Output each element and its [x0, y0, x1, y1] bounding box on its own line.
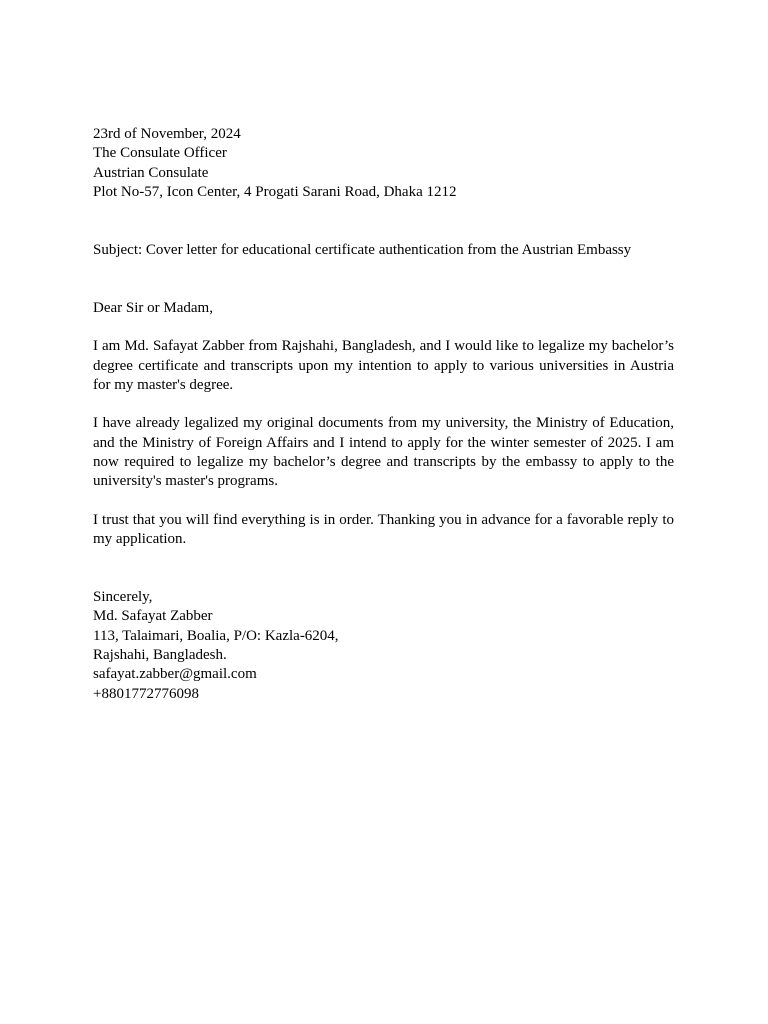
body-paragraph-3: I trust that you will find everything is in order. Thanking you in advance for a favorable reply to my application. [93, 511, 674, 548]
sender-address-line-2: Rajshahi, Bangladesh. [93, 647, 227, 664]
recipient-address: Plot No-57, Icon Center, 4 Progati Sarani Road, Dhaka 1212 [93, 183, 457, 200]
recipient-organization: Austrian Consulate [93, 164, 209, 181]
body-paragraph-2: I have already legalized my original documents from my university, the Ministry of Education, and the Ministry of Foreign Affairs and I intend to apply for the winter semester of 2025. I am now required to legalize my bachelor’s degree and transcripts by the embassy to apply to the university's master's programs. [93, 415, 674, 490]
spacer [93, 492, 674, 511]
spacer [93, 202, 674, 241]
spacer [93, 318, 674, 337]
letter-header [93, 125, 674, 202]
letter-subject: Subject: Cover letter for educational certificate authentication from the Austrian Embassy [93, 241, 632, 258]
spacer [93, 260, 674, 299]
spacer [93, 395, 674, 414]
sender-name: Md. Safayat Zabber [93, 608, 213, 625]
valediction: Sincerely, [93, 589, 153, 606]
letter-salutation: Dear Sir or Madam, [93, 299, 213, 316]
body-paragraph-1: I am Md. Safayat Zabber from Rajshahi, Bangladesh, and I would like to legalize my bachelor’s degree certificate and transcripts upon my intention to apply to various universities in Austria for my master's degree. [93, 338, 674, 393]
sender-phone: +8801772776098 [93, 685, 199, 702]
sender-address-line-1: 113, Talaimari, Boalia, P/O: Kazla-6204, [93, 627, 339, 644]
letter-date: 23rd of November, 2024 [93, 126, 241, 142]
spacer [93, 550, 674, 589]
recipient-title: The Consulate Officer [93, 145, 227, 162]
letter-page [93, 125, 674, 704]
sender-email: safayat.zabber@gmail.com [93, 666, 257, 683]
letter-closing [93, 588, 674, 704]
